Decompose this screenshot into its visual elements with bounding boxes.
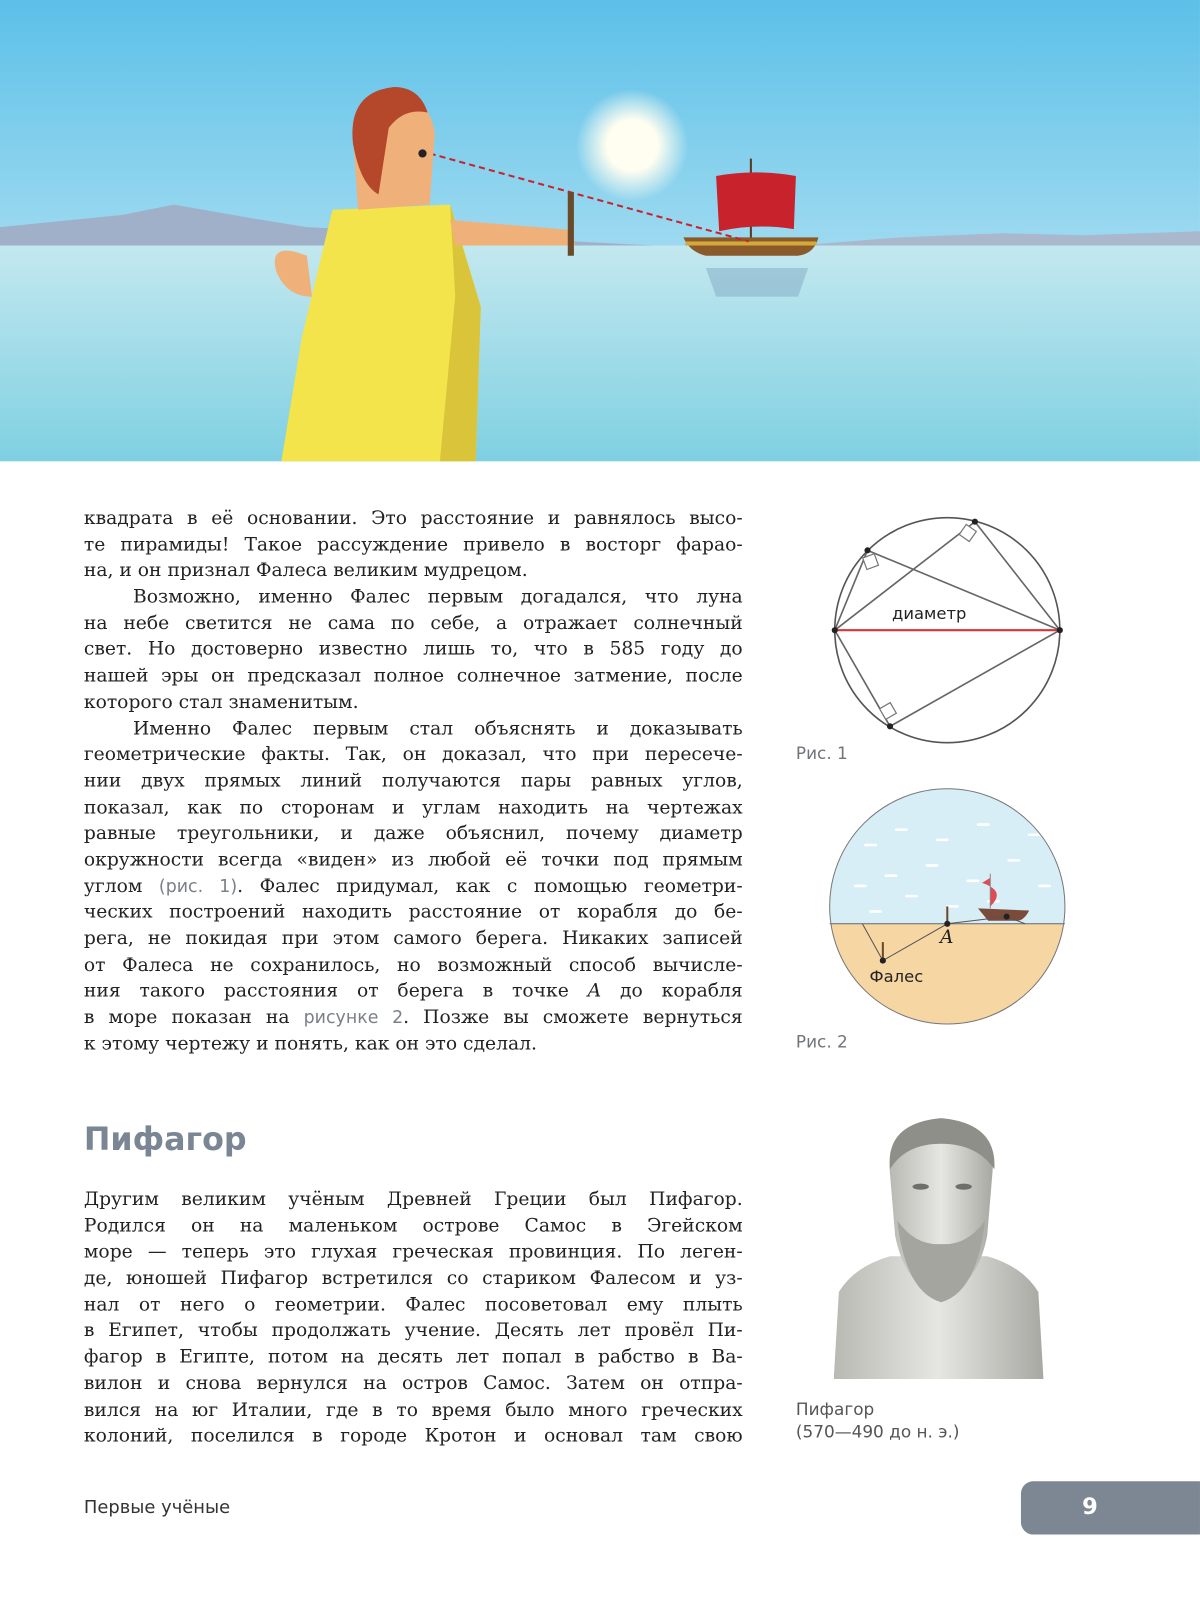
thales-text: [84, 505, 743, 1057]
text-line: [84, 1397, 743, 1423]
text-line: [84, 1318, 743, 1344]
point-a-label: A: [940, 926, 954, 949]
text-line: [84, 1187, 743, 1213]
page-number-badge: [1021, 1481, 1200, 1534]
text-segment: те пирамиды! Такое рассуждение привело в восторг фарао-: [83, 533, 743, 556]
caption-name: Пифагор: [795, 1399, 875, 1419]
figure-1-diagram: [818, 506, 1074, 757]
text-segment: рега, не покидая при этом самого берега. Никаких записей: [83, 927, 743, 950]
pythagoras-caption: [796, 1398, 960, 1443]
text-line: [84, 1266, 743, 1292]
footer-section-title: Первые учёные: [83, 1497, 231, 1519]
diameter-label: диаметр: [892, 603, 967, 624]
text-line: [84, 1213, 743, 1239]
figure-reference-link[interactable]: рисунке 2: [303, 1007, 404, 1029]
text-line: [84, 952, 743, 978]
text-segment: . Позже вы сможете вернуться: [403, 1006, 743, 1029]
text-segment: море — теперь это глухая греческая провинция. По леген-: [83, 1241, 743, 1263]
text-line: [84, 926, 743, 952]
text-segment: ния такого расстояния от берега в точке: [83, 980, 588, 1002]
text-line: [84, 689, 743, 715]
text-line: [84, 1239, 743, 1265]
section-heading: Пифагор: [83, 1121, 247, 1159]
text-segment: A: [587, 980, 602, 1002]
text-segment: которого стал знаменитым.: [83, 691, 359, 713]
thales-label: Фалес: [869, 966, 924, 987]
sea: [0, 246, 1200, 462]
text-segment: нашей эры он предсказал полное солнечное затмение, после: [83, 665, 743, 687]
pythagoras-bust-image: [834, 1113, 1049, 1381]
text-line: [84, 663, 743, 689]
text-segment: на, и он признал Фалеса великим мудрецом.: [83, 559, 528, 582]
text-line: [84, 794, 743, 820]
text-line: [84, 978, 743, 1004]
text-line: [84, 716, 743, 742]
text-segment: Возможно, именно Фалес первым догадался, что луна: [132, 586, 743, 608]
text-line: [84, 900, 743, 926]
figure-reference-link[interactable]: (рис. 1): [158, 876, 238, 897]
text-line: [84, 768, 743, 794]
text-segment: Родился он на маленьком острове Самос в Эгейском: [83, 1215, 743, 1237]
figure-2-caption: Рис. 2: [795, 1032, 848, 1052]
text-segment: углом: [83, 875, 159, 897]
text-line: [84, 1371, 743, 1397]
figure-1-caption: Рис. 1: [795, 743, 848, 764]
text-segment: в Египет, чтобы продолжать учение. Десять лет провёл Пи-: [83, 1320, 743, 1342]
text-line: [84, 505, 743, 531]
text-segment: колоний, поселился в городе Кротон и основал там свою: [83, 1425, 743, 1447]
text-segment: в море показан на: [83, 1006, 304, 1029]
text-line: [84, 584, 743, 610]
text-segment: нал от него о геометрии. Фалес посоветовал ему плыть: [83, 1293, 743, 1316]
text-segment: вилон и снова вернулся на остров Самос. Затем он отпра-: [83, 1372, 743, 1395]
text-line: [84, 610, 743, 636]
text-segment: к этому чертежу и понять, как он это сделал.: [83, 1032, 537, 1055]
text-line: [84, 847, 743, 873]
text-segment: Именно Фалес первым стал объяснять и доказывать: [132, 717, 743, 740]
text-line: [84, 873, 743, 899]
text-line: [84, 742, 743, 768]
text-line: [84, 1005, 743, 1031]
pythagoras-text: [84, 1187, 743, 1450]
text-segment: . Фалес придумал, как с помощью геометри-: [237, 875, 743, 897]
text-segment: показал, как по сторонам и углам находить на чертежах: [83, 796, 743, 818]
figure-2-diagram: [825, 784, 1071, 1030]
text-segment: свет. Но достоверно известно лишь то, что в 585 году до: [83, 638, 743, 661]
page-number: 9: [1082, 1494, 1098, 1521]
text-line: [84, 1344, 743, 1370]
text-line: [84, 1292, 743, 1318]
thales-illustration: [0, 0, 1200, 461]
text-segment: вился на юг Италии, где в то время было много греческих: [83, 1398, 743, 1421]
text-segment: нии двух прямых линий получаются пары равных углов,: [83, 770, 743, 792]
text-segment: равные треугольники, и даже объяснил, почему диаметр: [83, 822, 743, 845]
text-segment: от Фалеса не сохранилось, но возможный способ вычисле-: [83, 954, 743, 976]
text-line: [84, 558, 743, 584]
text-line: [84, 821, 743, 847]
text-segment: до корабля: [601, 980, 743, 1002]
text-segment: Другим великим учёным Древней Греции был Пифагор.: [83, 1188, 743, 1211]
text-segment: окружности всегда «виден» из любой её точки под прямым: [83, 849, 743, 871]
text-line: [84, 1031, 743, 1057]
sun-icon: [576, 89, 689, 202]
text-segment: фагор в Египте, потом на десять лет попал в рабство в Ва-: [83, 1346, 743, 1368]
text-line: [84, 532, 743, 558]
text-segment: геометрические факты. Так, он доказал, что при пересече-: [83, 743, 743, 766]
text-line: [84, 637, 743, 663]
text-segment: квадрата в её основании. Это расстояние и равнялось высо-: [83, 507, 743, 529]
text-segment: на небе светится не сама по себе, а отражает солнечный: [83, 612, 743, 635]
text-segment: де, юношей Пифагор встретился со стариком Фалесом и уз-: [83, 1267, 743, 1290]
text-segment: ческих построений находить расстояние от корабля до бе-: [83, 901, 743, 924]
text-line: [84, 1423, 743, 1449]
caption-years: (570—490 до н. э.): [795, 1421, 960, 1442]
